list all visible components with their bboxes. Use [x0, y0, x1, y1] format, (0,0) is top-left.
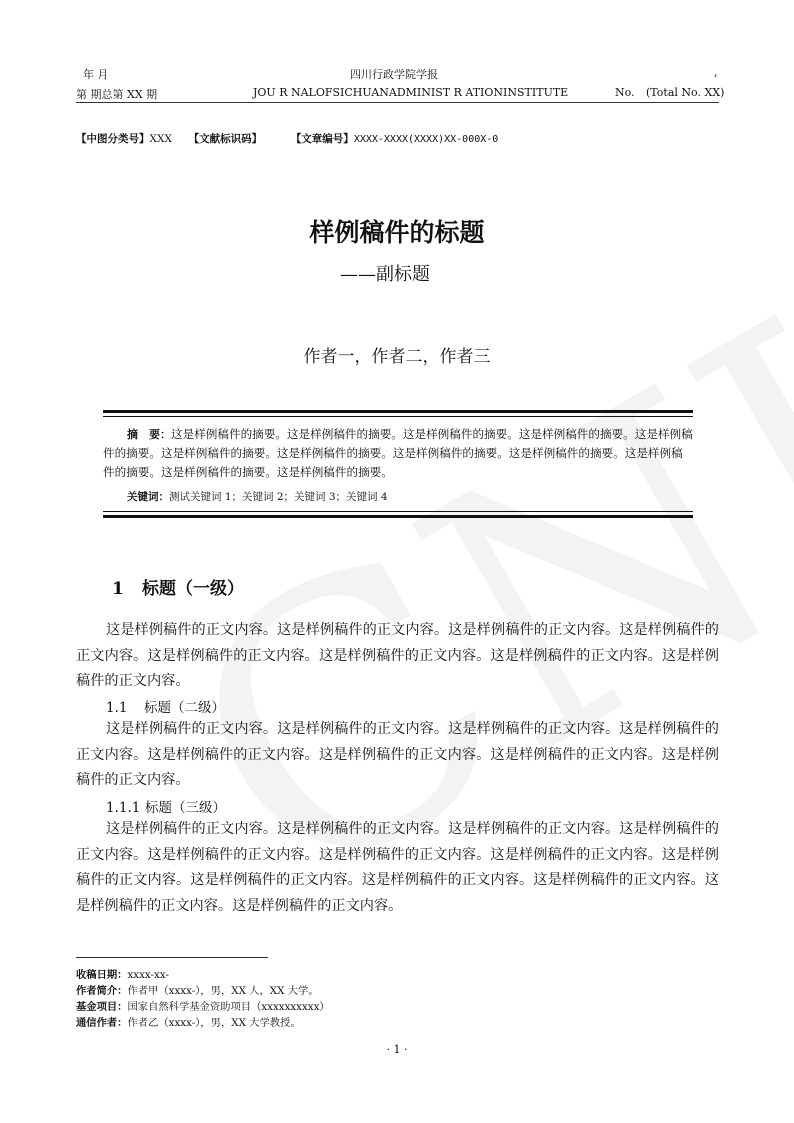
- heading-level-3-number: 1.1.1: [106, 800, 141, 816]
- abstract-rule-bottom-thin: [103, 511, 693, 512]
- header-issue: 第 期总第 XX 期: [76, 88, 158, 101]
- classification-line: [76, 131, 498, 146]
- abstract-rule-top-thick: [103, 410, 693, 413]
- header-journal-en: JOU R NALOFSICHUANADMINIST R ATIONINSTITUTE: [253, 86, 569, 99]
- abstract-text: 这是样例稿件的摘要。这是样例稿件的摘要。这是样例稿件的摘要。这是样例稿件的摘要。这是样例稿件的摘要。这是样例稿件的摘要。这是样例稿件的摘要。这是样例稿件的摘要。这是样例稿件的摘要。这是样例稿件的摘要。这是样例稿件的摘要。这是样例稿件的摘要。: [103, 427, 693, 479]
- keywords-label: 关键词：: [127, 491, 169, 503]
- body-paragraph-2: 这是样例稿件的正文内容。这是样例稿件的正文内容。这是样例稿件的正文内容。这是样例稿件的正文内容。这是样例稿件的正文内容。这是样例稿件的正文内容。这是样例稿件的正文内容。这是样例稿件的正文内容。: [76, 721, 719, 788]
- footnote-author-label: 作者简介：: [76, 985, 128, 997]
- header-comma: ,: [714, 66, 718, 79]
- footnote-corresponding-value: 作者乙（xxxx-），男，XX 大学教授。: [127, 1017, 301, 1029]
- article-no-label: 【文章编号】: [290, 133, 354, 145]
- heading-level-2-title: 标题（二级）: [144, 700, 225, 716]
- article-subtitle: ——副标题: [340, 264, 430, 285]
- abstract: [103, 425, 693, 482]
- clc-value: XXX: [149, 133, 172, 145]
- article-no-value: XXXX-XXXX(XXXX)XX-000X-0: [353, 134, 499, 145]
- heading-level-1-number: 1: [112, 579, 124, 599]
- footnote-received-label: 收稿日期：: [76, 969, 128, 981]
- abstract-rule-top-thin: [103, 416, 693, 417]
- abstract-rule-bottom-thick: [103, 515, 693, 518]
- footnote-author-value: 作者甲（xxxx-），男，XX 人，XX 大学。: [127, 985, 319, 997]
- article-title: 样例稿件的标题: [309, 218, 485, 247]
- footnote-received-value: xxxx-xx-: [127, 969, 169, 981]
- footnote-rule: [76, 957, 268, 958]
- header-rule: [76, 102, 719, 103]
- body-paragraph-1: 这是样例稿件的正文内容。这是样例稿件的正文内容。这是样例稿件的正文内容。这是样例稿件的正文内容。这是样例稿件的正文内容。这是样例稿件的正文内容。这是样例稿件的正文内容。这是样例稿件的正文内容。: [76, 622, 719, 689]
- header-journal-cn: 四川行政学院学报: [350, 68, 438, 81]
- clc-label: 【中图分类号】: [76, 133, 150, 145]
- heading-level-1-title: 标题（一级）: [142, 579, 244, 599]
- heading-level-2: [106, 696, 225, 716]
- footnote-corresponding: [76, 1014, 301, 1029]
- abstract-label: 摘 要：: [127, 428, 171, 441]
- doc-code-label: 【文献标识码】: [188, 133, 263, 145]
- heading-level-3: [106, 796, 226, 816]
- footnote-author: [76, 982, 319, 997]
- footnote-fund-value: 国家自然科学基金资助项目（xxxxxxxxxx）: [127, 1001, 330, 1013]
- keywords-text: 测试关键词 1；关键词 2；关键词 3；关键词 4: [169, 491, 388, 503]
- footnote-received: [76, 966, 169, 981]
- authors: 作者一，作者二，作者三: [303, 347, 491, 367]
- header-year-month: 年 月: [83, 68, 109, 81]
- page-number: · 1 ·: [386, 1043, 408, 1056]
- keywords: [127, 489, 388, 504]
- header-no: No.: [615, 86, 635, 99]
- heading-level-1: [112, 574, 244, 599]
- footnote-corresponding-label: 通信作者：: [76, 1017, 128, 1029]
- body-paragraph-3: 这是样例稿件的正文内容。这是样例稿件的正文内容。这是样例稿件的正文内容。这是样例稿件的正文内容。这是样例稿件的正文内容。这是样例稿件的正文内容。这是样例稿件的正文内容。这是样例稿件的正文内容。这是样例稿件的正文内容。这是样例稿件的正文内容。这是样例稿件的正文内容。这是样例稿件的正文内容。这是样例稿件的正文内容。: [76, 821, 719, 914]
- heading-level-3-title: 标题（三级）: [145, 800, 226, 816]
- footnote-fund-label: 基金项目：: [76, 1001, 128, 1013]
- header-total-no: (Total No. XX): [646, 86, 725, 99]
- heading-level-2-number: 1.1: [106, 700, 128, 716]
- footnote-fund: [76, 998, 330, 1013]
